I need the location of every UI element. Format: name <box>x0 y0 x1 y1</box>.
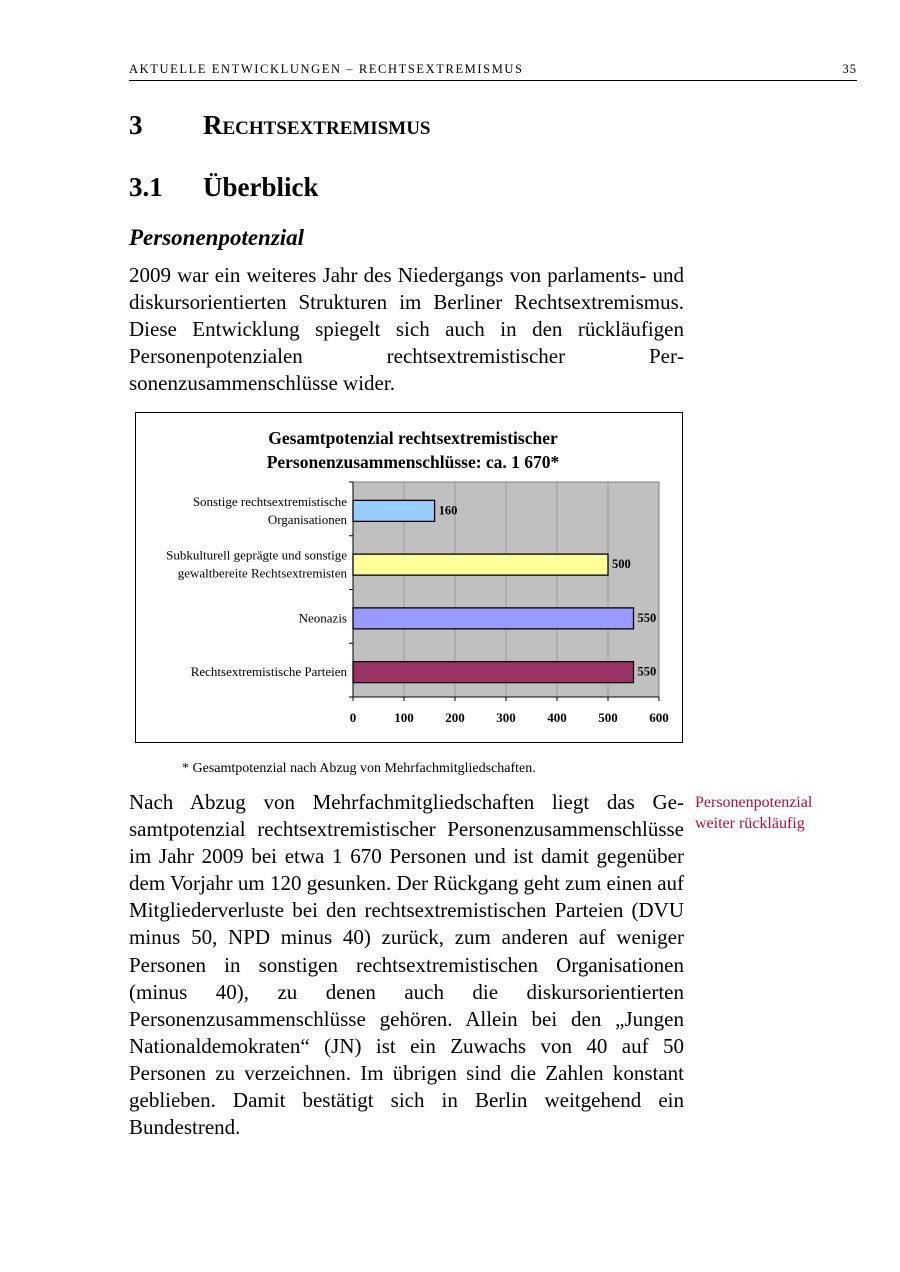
bar-value-label-0: 160 <box>438 503 458 518</box>
x-tick-label-0: 0 <box>349 710 357 725</box>
subheading: Personenpotenzial <box>129 225 305 250</box>
section-number: 3.1 <box>129 172 163 202</box>
body-paragraph-1: 2009 war ein weiteres Jahr des Niedergangs von parlaments- und diskursorientierten Strukturen im Berliner Rechtsextremismus. Diese Entwicklung spiegelt sich auch in den rückläufigen Personenpotenzialen rechtsextremistischer Personenzusammenschlüsse wider. <box>129 263 684 396</box>
bar-value-label-2: 550 <box>637 610 657 625</box>
category-label-0-1: Organisationen <box>267 511 347 527</box>
page-number: 35 <box>842 62 857 76</box>
margin-note: Personenpotenzial weiter rückläufig <box>695 794 813 832</box>
bar-chart <box>136 413 684 744</box>
chapter-number: 3 <box>129 110 143 140</box>
running-header <box>129 62 857 77</box>
header-rule <box>129 80 857 81</box>
body-paragraph-2: Nach Abzug von Mehrfachmitgliedschaften liegt das Gesamtpotenzial rechtsextremistischer Personenzusammenschlüsse im Jahr 2009 bei etwa 1 670 Personen und ist damit gegenüber dem Vorjahr um 120 gesunken. Der Rückgang geht zum einen auf Mitgliederverluste bei den rechtsextremistischen Parteien (DVU minus 50, NPD minus 40) zurück, zum anderen auf weniger Personen in sonstigen rechtsextremistischen Organisationen (minus 40), zu denen auch die diskursorientierten Personenzusammenschlüsse gehören. Allein bei den „Jungen Nationaldemokraten“ (JN) ist ein Zuwachs von 40 auf 50 Personen zu verzeichnen. Im übrigen sind die Zahlen konstant geblieben. Damit bestätigt sich in Berlin weitgehend ein Bundestrend. <box>129 790 685 1140</box>
x-tick-label-200: 200 <box>445 710 465 725</box>
chart-frame <box>135 412 683 743</box>
section-title: Überblick <box>203 172 319 202</box>
category-label-2-0: Neonazis <box>298 610 347 626</box>
chart-footnote: * Gesamtpotenzial nach Abzug von Mehrfachmitgliedschaften. <box>182 761 536 776</box>
x-tick-label-300: 300 <box>496 710 516 725</box>
bar-0 <box>353 500 435 521</box>
bar-3 <box>353 662 634 683</box>
category-label-3-0: Rechtsextremistische Parteien <box>190 664 347 680</box>
x-tick-label-600: 600 <box>649 710 669 725</box>
x-tick-label-100: 100 <box>394 710 414 725</box>
chart-title-line-2: Personenzusammenschlüsse: ca. 1 670* <box>266 452 560 472</box>
x-tick-label-500: 500 <box>598 710 618 725</box>
category-label-0-0: Sonstige rechtsextremistische <box>192 493 347 509</box>
running-title: AKTUELLE ENTWICKLUNGEN – RECHTSEXTREMISMUS <box>129 62 524 76</box>
bar-value-label-1: 500 <box>612 557 631 572</box>
category-label-1-0: Subkulturell geprägte und sonstige <box>166 547 347 563</box>
chart-title-line-1: Gesamtpotenzial rechtsextremistischer <box>268 428 558 448</box>
bar-2 <box>353 608 634 629</box>
category-label-1-1: gewaltbereite Rechtsextremisten <box>177 565 347 581</box>
bar-1 <box>353 554 608 575</box>
bar-value-label-3: 550 <box>637 664 657 679</box>
chapter-title: Rechtsextremismus <box>203 110 431 140</box>
x-tick-label-400: 400 <box>547 710 567 725</box>
